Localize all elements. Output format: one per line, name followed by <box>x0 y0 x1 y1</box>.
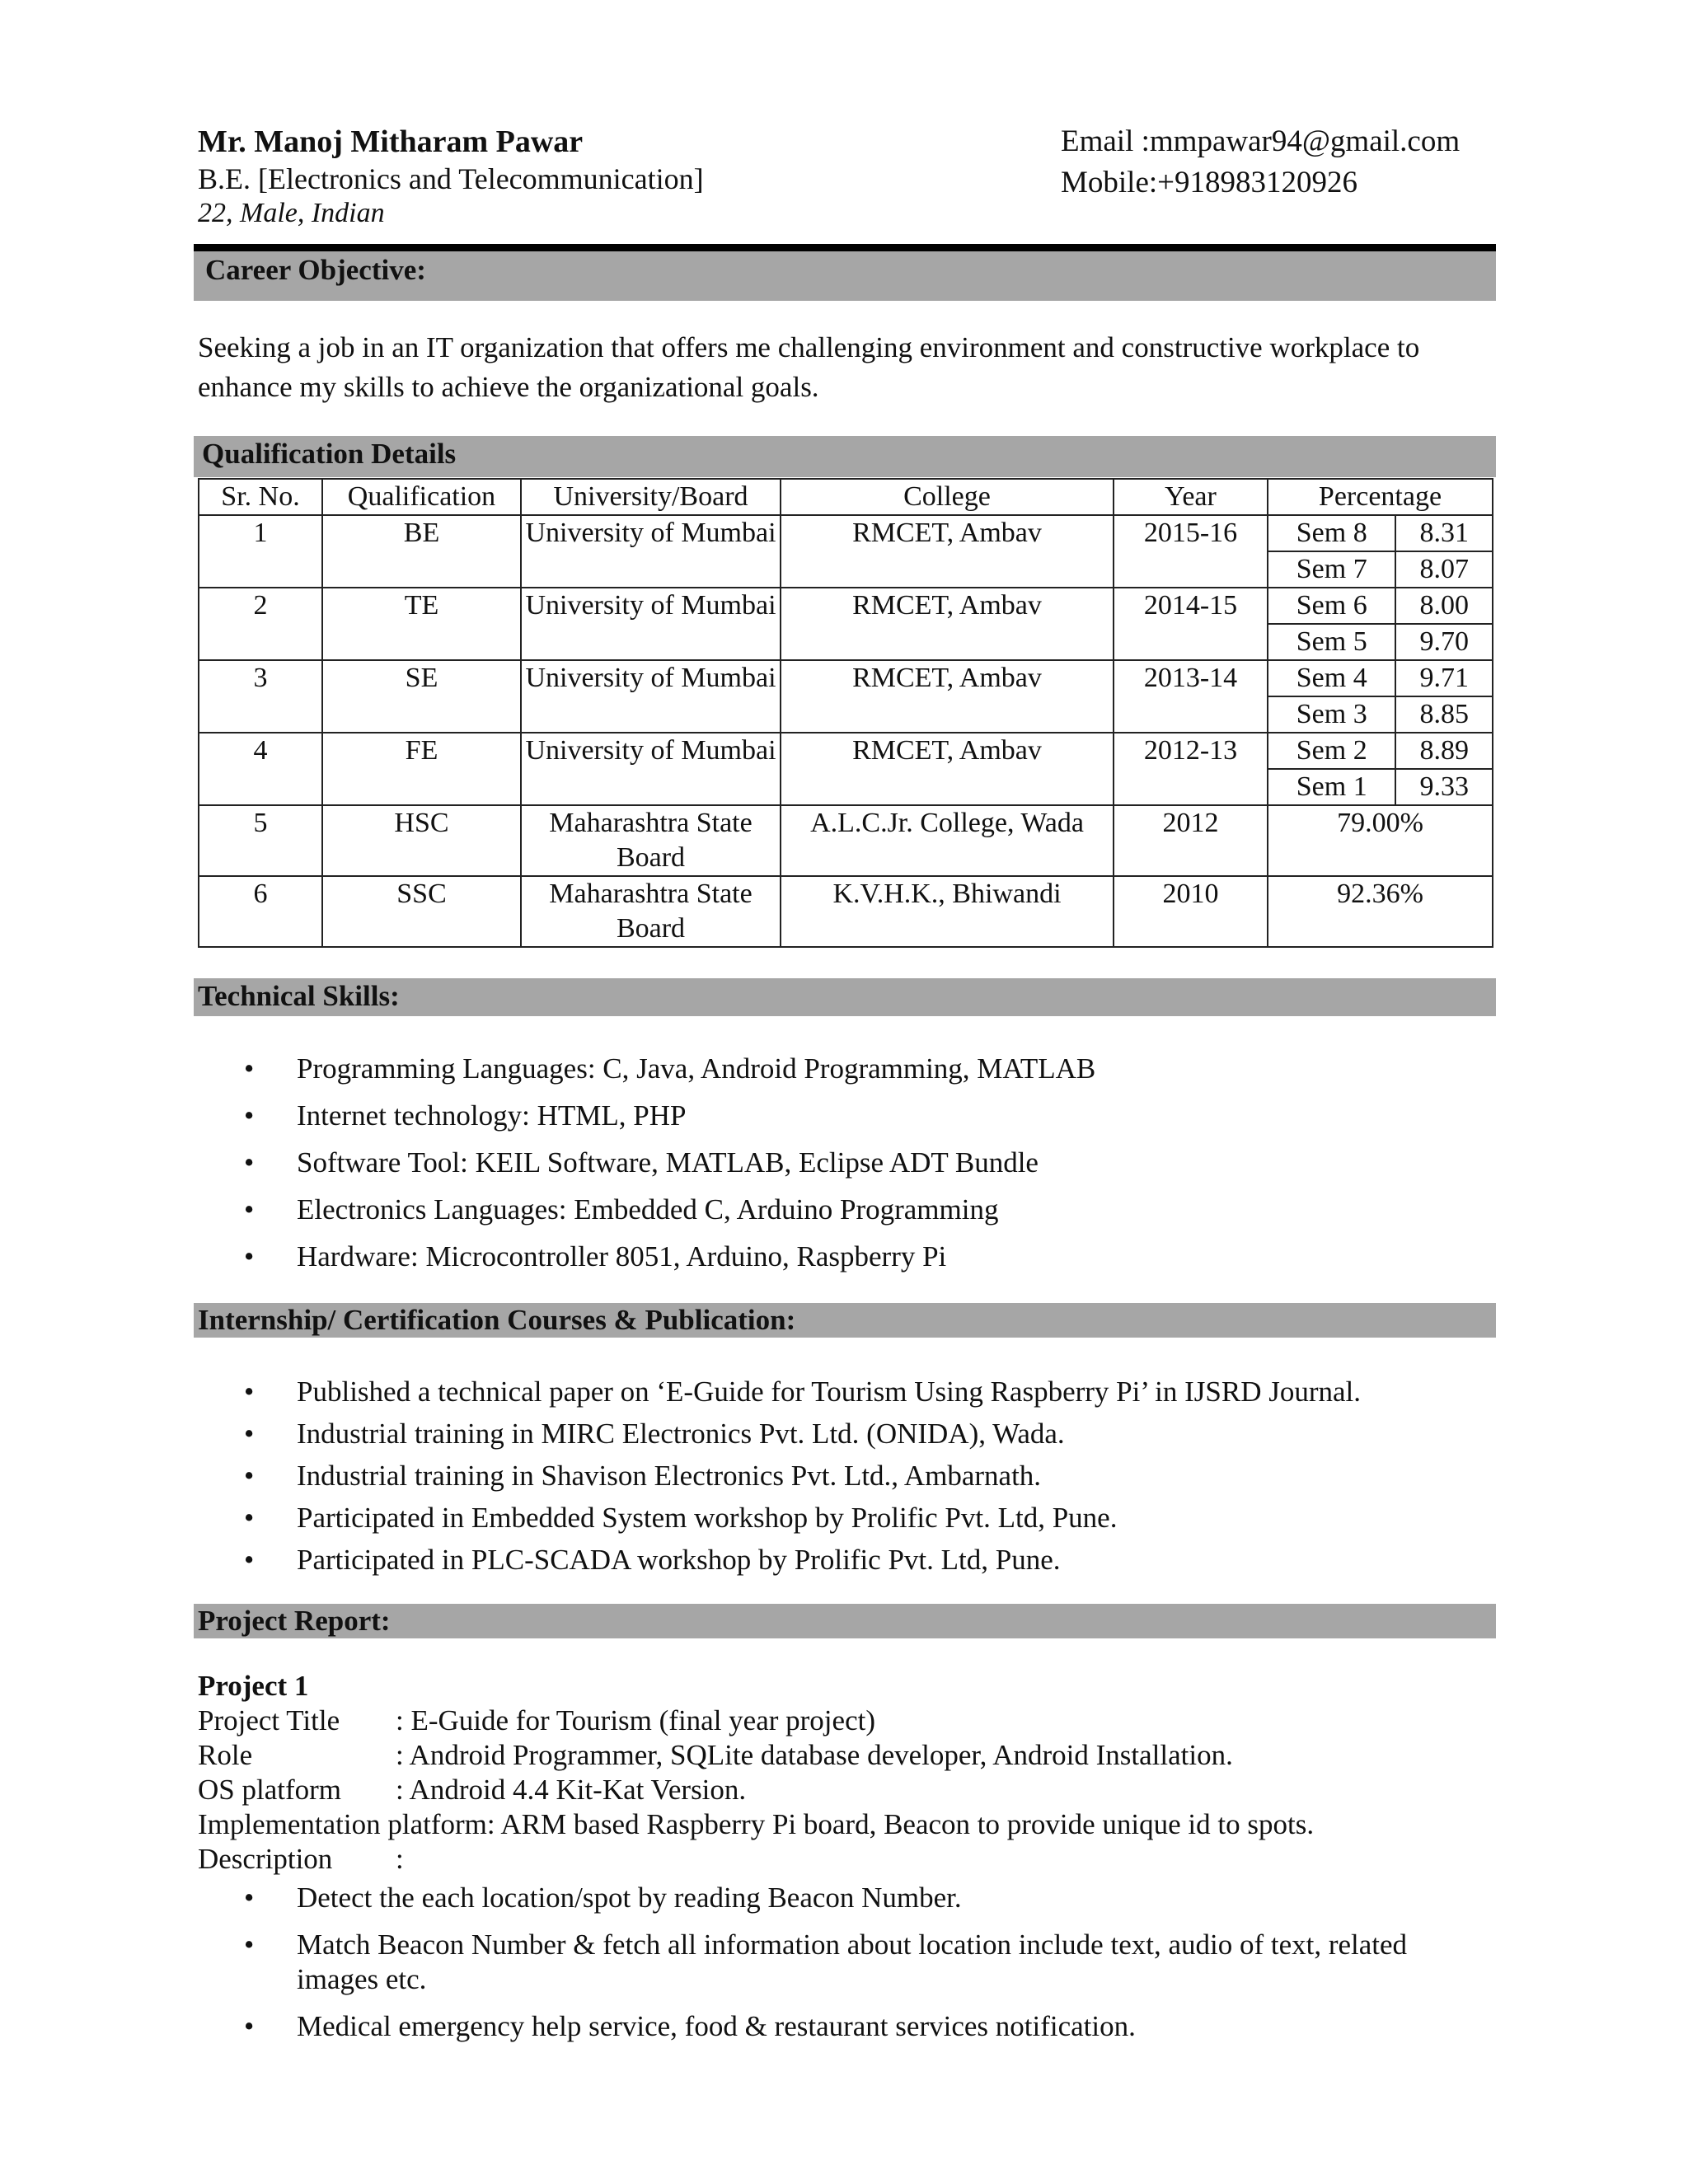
college: RMCET, Ambav <box>781 588 1114 660</box>
career-objective-heading: Career Objective: <box>194 251 1496 301</box>
college: RMCET, Ambav <box>781 733 1114 805</box>
qualification: SE <box>322 660 521 733</box>
column-header: Year <box>1114 479 1268 515</box>
college: A.L.C.Jr. College, Wada <box>781 805 1114 876</box>
list-item: • Detect the each location/spot by reading Beacon Number. <box>198 1881 1517 1915</box>
field-value: : Android 4.4 Kit-Kat Version. <box>396 1774 747 1806</box>
sr-no: 1 <box>199 515 322 588</box>
skills-list <box>198 1045 1517 1280</box>
percentage <box>1268 515 1493 588</box>
qualification: HSC <box>322 805 521 876</box>
percentage <box>1268 588 1493 660</box>
list-item: • Published a technical paper on ‘E-Guide for Tourism Using Raspberry Pi’ in IJSRD Journal. <box>198 1371 1517 1413</box>
list-item: • Programming Languages: C, Java, Android Programming, MATLAB <box>198 1045 1517 1092</box>
sem-label: Sem 3 <box>1268 696 1395 732</box>
field-label: Description <box>198 1843 333 1875</box>
email: Email :mmpawar94@gmail.com <box>1061 124 1461 158</box>
sem-label: Sem 4 <box>1296 663 1367 693</box>
qualification: FE <box>322 733 521 805</box>
sem-label: Sem 5 <box>1268 624 1395 659</box>
sr-no: 5 <box>199 805 322 876</box>
university: University of Mumbai <box>521 660 781 733</box>
list-item: • Electronics Languages: Embedded C, Arduino Programming <box>198 1186 1517 1233</box>
sem-label: Sem 7 <box>1268 551 1395 587</box>
column-header: Percentage <box>1268 479 1493 515</box>
candidate-name: Mr. Manoj Mitharam Pawar <box>198 124 584 159</box>
column-header: College <box>781 479 1114 515</box>
list-item: • Software Tool: KEIL Software, MATLAB, Eclipse ADT Bundle <box>198 1139 1517 1186</box>
sem-label: Sem 6 <box>1296 590 1367 621</box>
table-row <box>199 805 1493 876</box>
percentage <box>1268 660 1493 733</box>
project-block <box>198 1669 1314 1877</box>
sem-score: 9.70 <box>1395 624 1492 659</box>
sem-label: Sem 2 <box>1296 735 1367 766</box>
sem-score: 9.71 <box>1395 661 1492 696</box>
field-value: : <box>396 1843 404 1875</box>
technical-skills-heading: Technical Skills: <box>194 978 1496 1016</box>
year: 2012 <box>1114 805 1268 876</box>
field-value: : E-Guide for Tourism (final year project) <box>396 1704 875 1736</box>
table-header-row <box>199 479 1493 515</box>
university: Maharashtra State Board <box>521 805 781 876</box>
college: K.V.H.K., Bhiwandi <box>781 876 1114 947</box>
project-report-heading: Project Report: <box>194 1604 1496 1638</box>
year: 2015-16 <box>1114 515 1268 588</box>
internship-list <box>198 1371 1517 1581</box>
sem-score: 8.00 <box>1395 588 1492 624</box>
field-label: OS platform <box>198 1774 342 1806</box>
sem-score: 8.07 <box>1395 551 1492 587</box>
implementation-platform: Implementation platform: ARM based Raspberry Pi board, Beacon to provide unique id to spots. <box>198 1808 1315 1840</box>
list-item: • Match Beacon Number & fetch all information about location include text, audio of text, related images etc. <box>198 1928 1418 1997</box>
table-row <box>199 733 1493 805</box>
list-item: • Internet technology: HTML, PHP <box>198 1092 1517 1139</box>
qualification: BE <box>322 515 521 588</box>
personal-info: 22, Male, Indian <box>198 198 385 228</box>
sr-no: 6 <box>199 876 322 947</box>
college: RMCET, Ambav <box>781 660 1114 733</box>
list-item: • Participated in PLC-SCADA workshop by Prolific Pvt. Ltd, Pune. <box>198 1539 1517 1581</box>
qualification-heading: Qualification Details <box>194 436 1496 477</box>
sem-score: 9.33 <box>1395 769 1492 804</box>
table-row <box>199 515 1493 588</box>
university: University of Mumbai <box>521 733 781 805</box>
percentage <box>1268 733 1493 805</box>
year: 2010 <box>1114 876 1268 947</box>
list-item: • Participated in Embedded System workshop by Prolific Pvt. Ltd, Pune. <box>198 1497 1517 1539</box>
field-label: Role <box>198 1739 253 1771</box>
percentage: 79.00% <box>1268 805 1493 876</box>
percentage: 92.36% <box>1268 876 1493 947</box>
year: 2013-14 <box>1114 660 1268 733</box>
qualification: TE <box>322 588 521 660</box>
table-row <box>199 876 1493 947</box>
sem-score: 8.31 <box>1395 516 1492 551</box>
sr-no: 4 <box>199 733 322 805</box>
list-item: • Hardware: Microcontroller 8051, Arduino, Raspberry Pi <box>198 1233 1517 1280</box>
qualification: SSC <box>322 876 521 947</box>
university: University of Mumbai <box>521 588 781 660</box>
sr-no: 2 <box>199 588 322 660</box>
field-label: Project Title <box>198 1704 340 1736</box>
mobile: Mobile:+918983120926 <box>1061 166 1358 199</box>
project-field <box>198 1704 1314 1738</box>
list-item: • Medical emergency help service, food & restaurant services notification. <box>198 2009 1517 2044</box>
qualification-table <box>198 478 1493 948</box>
column-header: University/Board <box>521 479 781 515</box>
field-value: : Android Programmer, SQLite database developer, Android Installation. <box>396 1739 1233 1771</box>
university: Maharashtra State Board <box>521 876 781 947</box>
project-field <box>198 1738 1314 1773</box>
sem-label: Sem 1 <box>1268 769 1395 804</box>
college: RMCET, Ambav <box>781 515 1114 588</box>
column-header: Qualification <box>322 479 521 515</box>
sem-score: 8.85 <box>1395 696 1492 732</box>
list-item: • Industrial training in Shavison Electronics Pvt. Ltd., Ambarnath. <box>198 1455 1517 1497</box>
project-title-heading: Project 1 <box>198 1670 309 1702</box>
column-header: Sr. No. <box>199 479 322 515</box>
year: 2014-15 <box>1114 588 1268 660</box>
sem-label: Sem 8 <box>1296 518 1367 548</box>
table-row <box>199 588 1493 660</box>
project-description-list <box>198 1881 1517 2044</box>
sem-score: 8.89 <box>1395 733 1492 769</box>
table-row <box>199 660 1493 733</box>
list-item: • Industrial training in MIRC Electronics Pvt. Ltd. (ONIDA), Wada. <box>198 1413 1517 1455</box>
header-divider <box>194 244 1496 251</box>
degree: B.E. [Electronics and Telecommunication] <box>198 162 704 195</box>
year: 2012-13 <box>1114 733 1268 805</box>
project-field <box>198 1773 1314 1807</box>
project-field <box>198 1842 1314 1877</box>
university: University of Mumbai <box>521 515 781 588</box>
internship-heading: Internship/ Certification Courses & Publication: <box>194 1303 1496 1338</box>
career-objective-text: Seeking a job in an IT organization that offers me challenging environment and constructive workplace to enhance my skills to achieve the organizational goals. <box>198 331 1420 403</box>
sr-no: 3 <box>199 660 322 733</box>
